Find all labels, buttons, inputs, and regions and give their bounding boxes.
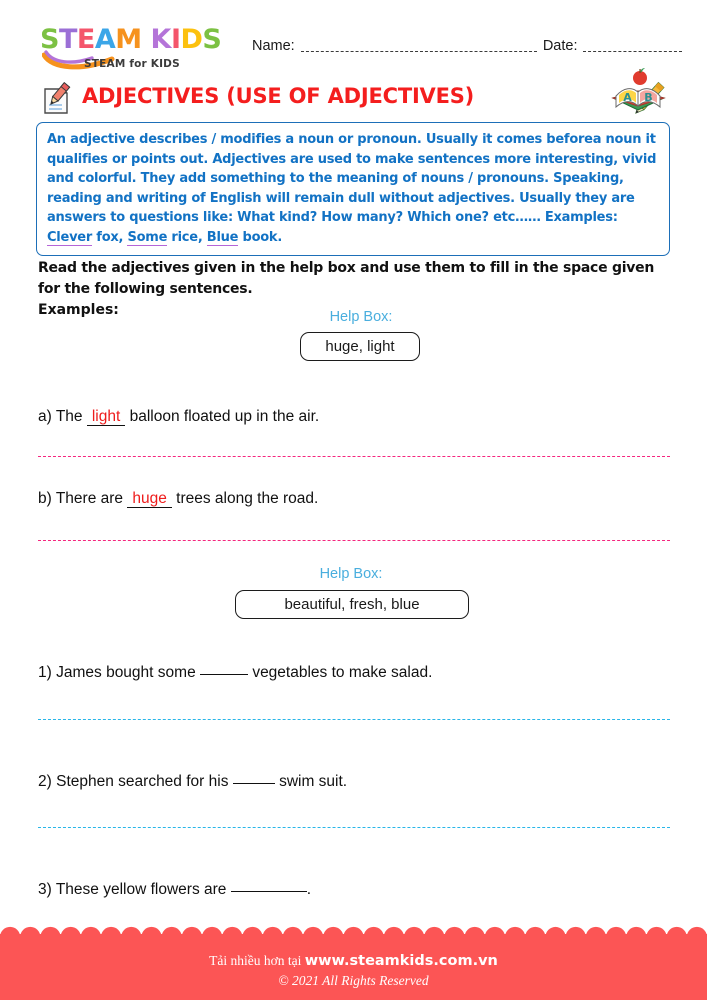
date-label: Date: bbox=[542, 38, 578, 54]
question-3 bbox=[38, 881, 311, 899]
logo-letter: E bbox=[76, 24, 95, 55]
svg-text:B: B bbox=[644, 91, 653, 104]
help-box-2 bbox=[235, 590, 469, 619]
definition-segment: rice, bbox=[167, 229, 207, 245]
example-a-before: The bbox=[55, 408, 83, 425]
question-1 bbox=[38, 664, 432, 682]
answer-rule-2 bbox=[38, 827, 670, 828]
logo-wordmark bbox=[40, 26, 240, 53]
example-sentence-a bbox=[38, 408, 319, 426]
footer-copyright: © 2021 All Rights Reserved bbox=[278, 973, 429, 988]
example-b-before: There are bbox=[55, 490, 124, 507]
logo-letter: D bbox=[180, 24, 203, 55]
help-box-title-1: Help Box: bbox=[329, 309, 393, 325]
help-box-1-words: huge, light bbox=[325, 338, 395, 355]
footer-website-line bbox=[0, 953, 707, 969]
page-title: ADJECTIVES (USE OF ADJECTIVES) bbox=[82, 84, 475, 108]
definition-underlined-word: Some bbox=[127, 229, 168, 245]
definition-box bbox=[36, 122, 670, 256]
example-b-answer[interactable]: huge bbox=[127, 490, 171, 508]
example-b-number: b) bbox=[38, 490, 52, 507]
example-b-after: trees along the road. bbox=[176, 490, 319, 507]
definition-text bbox=[47, 130, 659, 247]
logo-letter: A bbox=[94, 24, 116, 55]
example-a-number: a) bbox=[38, 408, 52, 425]
question-1-number: 1) bbox=[38, 664, 52, 681]
answer-rule-1 bbox=[38, 719, 670, 720]
question-3-after: . bbox=[306, 881, 312, 898]
open-book-abc-icon bbox=[608, 66, 670, 126]
question-2-after: swim suit. bbox=[279, 773, 348, 790]
examples-label: Examples: bbox=[38, 302, 119, 318]
logo-letter: S bbox=[202, 24, 222, 55]
logo-letter: S bbox=[40, 24, 59, 55]
scallop-edge-decoration bbox=[0, 925, 707, 937]
footer-website[interactable]: www.steamkids.com.vn bbox=[304, 953, 498, 969]
logo-letter bbox=[142, 26, 151, 53]
question-2-blank[interactable] bbox=[233, 783, 275, 784]
page-footer bbox=[0, 934, 707, 1000]
question-1-before: James bought some bbox=[56, 664, 196, 681]
question-3-blank[interactable] bbox=[231, 891, 307, 892]
question-2-before: Stephen searched for his bbox=[56, 773, 229, 790]
logo-letter: K bbox=[150, 24, 171, 55]
question-3-number: 3) bbox=[38, 881, 52, 898]
name-input-line[interactable] bbox=[301, 41, 537, 52]
question-1-blank[interactable] bbox=[200, 674, 248, 675]
help-box-1 bbox=[300, 332, 420, 361]
question-2-number: 2) bbox=[38, 773, 52, 790]
question-1-after: vegetables to make salad. bbox=[252, 664, 433, 681]
help-box-2-words: beautiful, fresh, blue bbox=[284, 596, 420, 613]
logo-letter: T bbox=[58, 24, 77, 55]
logo-letter: M bbox=[115, 24, 142, 55]
definition-segment: An adjective describes / modifies a noun or pronoun. Usually it comes beforea noun it qualifies or points out. Adjectives are used to make sentences more interesting, vivid and colorful. They add something to the meaning of nouns / pronouns. Speaking, reading and writing of English will remain dull without adjectives. Usually they are answers to questions like: What kind? How many? Which one? etc…… Examples: bbox=[47, 132, 657, 225]
definition-underlined-word: Clever bbox=[47, 229, 93, 245]
instructions-text: Read the adjectives given in the help box and use them to fill in the space given for the following sentences. bbox=[38, 260, 655, 297]
footer-prefix: Tải nhiều hơn tại bbox=[209, 953, 305, 968]
steam-kids-logo bbox=[40, 26, 240, 76]
question-3-before: These yellow flowers are bbox=[55, 881, 227, 898]
definition-segment: book. bbox=[238, 229, 283, 245]
page-header bbox=[0, 0, 707, 76]
definition-segment: fox, bbox=[92, 229, 128, 245]
answer-rule-a bbox=[38, 456, 670, 457]
name-label: Name: bbox=[252, 38, 295, 54]
example-a-after: balloon floated up in the air. bbox=[129, 408, 320, 425]
pencil-notepad-icon bbox=[36, 80, 74, 118]
name-date-row bbox=[252, 33, 682, 59]
logo-tagline: STEAM for KIDS bbox=[84, 58, 180, 70]
svg-text:A: A bbox=[623, 91, 632, 104]
example-sentence-b bbox=[38, 490, 318, 508]
example-a-answer[interactable]: light bbox=[87, 408, 125, 426]
title-row bbox=[0, 76, 707, 120]
date-input-line[interactable] bbox=[583, 41, 682, 52]
question-2 bbox=[38, 773, 347, 791]
help-box-title-2: Help Box: bbox=[319, 566, 383, 582]
answer-rule-b bbox=[38, 540, 670, 541]
logo-letter: I bbox=[170, 24, 181, 55]
definition-underlined-word: Blue bbox=[206, 229, 239, 245]
